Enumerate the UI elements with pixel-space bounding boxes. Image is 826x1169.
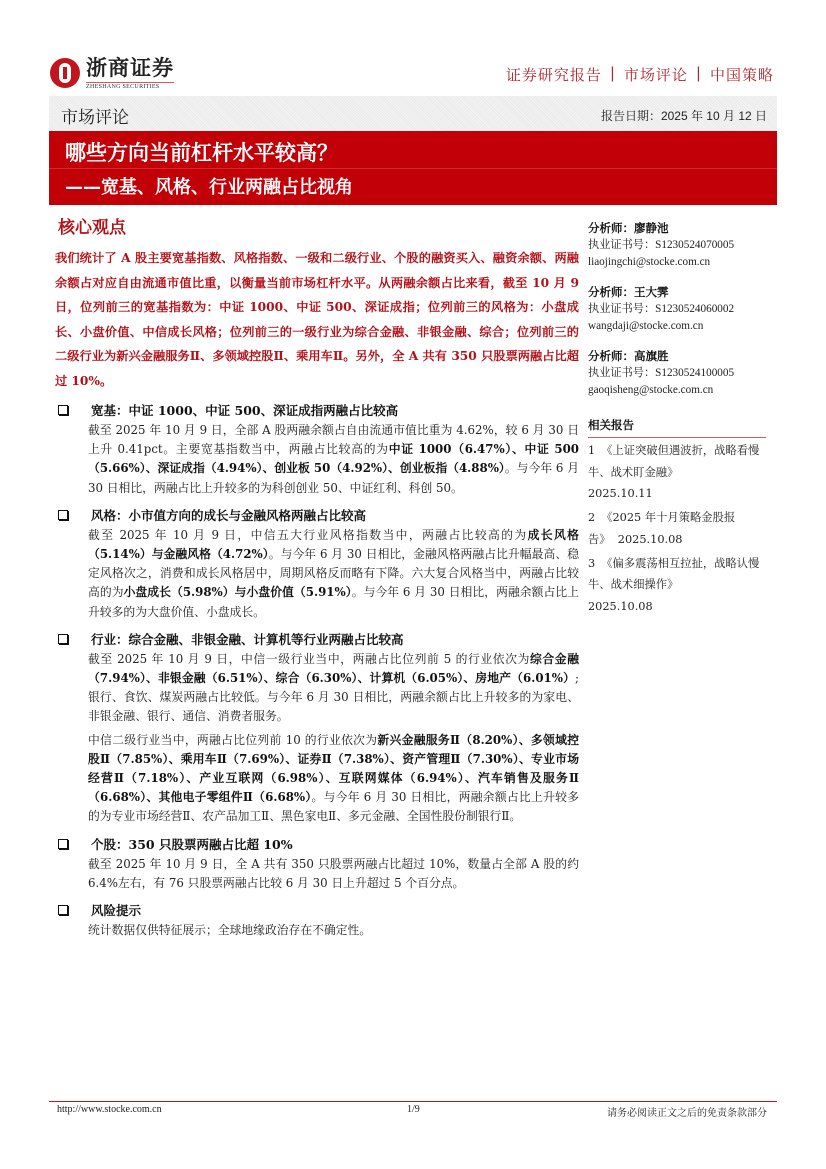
highlighted-text: 新兴金融服务Ⅱ（8.20%）、多领域控股Ⅱ（7.85%）、乘用车Ⅱ（7.69%）、证券Ⅱ（7.38%）、资产管理Ⅱ（7.30%）、专业市场经营Ⅱ（7.18%）、产业互联网（6.98%）、互联网媒体（6.94%）、汽车销售及服务Ⅱ（6.68%）、其他电子零组件Ⅱ（6.68%） [88, 732, 580, 805]
related-report-number: 1 [588, 444, 596, 457]
checkbox-bullet-icon [58, 405, 68, 415]
checkbox-bullet-icon [58, 839, 68, 849]
analyst-email[interactable]: wangdaji@stocke.com.cn [588, 320, 704, 332]
key-point-section [52, 833, 579, 893]
nav-item-market-commentary: 市场评论 [623, 66, 688, 84]
checkbox-bullet-icon [58, 510, 68, 520]
core-views-heading: 核心观点 [58, 218, 126, 238]
analyst-email[interactable]: gaoqisheng@stocke.com.cn [588, 384, 714, 396]
brand-name-en: ZHESHANG SECURITIES [86, 82, 174, 90]
analyst-email[interactable]: liaojingchi@stocke.com.cn [588, 256, 711, 268]
key-point-header [52, 899, 579, 921]
report-subtitle: ——宽基、风格、行业两融占比视角 [65, 177, 353, 198]
key-point-section [52, 399, 579, 498]
body-text: 截至 2025 年 10 月 9 日，全 A 共有 350 只股票两融占比超过 10%，数量占全部 A 股的约 6.4%左右，有 76 只股票两融占比较 6 月 30 日上升超过 5 个百分点。 [88, 856, 579, 890]
key-point-section [52, 899, 579, 940]
footer-divider [49, 1101, 777, 1102]
analyst-cert: 执业证书号：S1230524100005 [588, 367, 735, 379]
brand-logo [50, 56, 174, 90]
key-point-paragraph [88, 731, 579, 827]
title-banner [49, 131, 777, 205]
analyst-cert: 执业证书号：S1230524060002 [588, 303, 735, 315]
body-text: ;银行、食饮、煤炭两融占比较低。与今年 6 月 30 日相比，两融余额占比上升较多的为家电、非银金融、银行、通信、消费者服务。 [88, 671, 579, 724]
key-point-title: 个股：350 只股票两融占比超 10% [91, 836, 293, 852]
related-report-date: 2025.10.08 [617, 532, 683, 546]
body-text: 。与今年 6 月 30 日相比，金融风格两融占比升幅最高、稳定风格次之，消费和成长风格居中，周期风格反而略有下降。六大复合风格当中，两融占比较高的为 [88, 547, 579, 600]
key-points-list [52, 399, 579, 940]
key-point-section [52, 504, 579, 622]
highlighted-text: 综合金融（7.94%）、非银金融（6.51%）、综合（6.30%）、计算机（6.05%）、房地产（6.01%） [88, 651, 579, 686]
brand-name-cn: 浙商证券 [86, 56, 174, 80]
body-text: 截至 2025 年 10 月 9 日，中信一级行业当中，两融占比位列前 5 的行业依次为 [88, 651, 530, 666]
body-text: 截至 2025 年 10 月 9 日，全部 A 股两融余额占自由流通市值比重为 4.62%，较 6 月 30 日上升 0.41pct。主要宽基指数当中，两融占比较高的为 [88, 423, 579, 457]
analyst-card [588, 284, 778, 335]
disclaimer-notice: 请务必阅读正文之后的免责条款部分 [607, 1108, 767, 1119]
key-point-title: 风险提示 [91, 903, 142, 919]
report-category: 市场评论 [61, 108, 129, 128]
highlighted-text: 小盘成长（5.98%）与小盘价值（5.91%） [123, 585, 352, 600]
related-report-item[interactable] [588, 553, 778, 618]
key-point-header [52, 504, 579, 526]
highlighted-text: 成长风格（5.14%）与金融风格（4.72%） [88, 527, 579, 562]
report-date: 报告日期：2025 年 10 月 12 日 [600, 109, 767, 123]
related-reports-heading: 相关报告 [588, 417, 766, 438]
report-header-bar [49, 96, 777, 131]
key-point-title: 行业：综合金融、非银金融、计算机等行业两融占比较高 [91, 631, 404, 647]
analyst-card [588, 348, 778, 399]
key-point-header [52, 628, 579, 650]
key-point-paragraph [88, 650, 579, 727]
related-report-item[interactable] [588, 507, 778, 550]
key-point-title: 风格：小市值方向的成长与金融风格两融占比较高 [91, 507, 367, 523]
brand-logo-icon [50, 58, 80, 88]
related-report-item[interactable] [588, 440, 778, 505]
footer-url-link[interactable]: http://www.stocke.com.cn [57, 1104, 162, 1115]
related-report-date: 2025.10.08 [588, 599, 653, 613]
main-column [52, 212, 579, 940]
nav-item-research-report: 证券研究报告 [505, 66, 602, 84]
sidebar [588, 220, 778, 618]
report-type-nav [506, 64, 774, 85]
key-point-header [52, 833, 579, 855]
analyst-cert: 执业证书号：S1230524070005 [588, 239, 735, 251]
body-text: 截至 2025 年 10 月 9 日，中信五大行业风格指数当中，两融占比较高的为 [88, 527, 528, 542]
highlighted-text: 中证 1000（6.47%）、中证 500（5.66%）、深证成指（4.94%）、创业板 50（4.92%）、创业板指（4.88%） [88, 442, 580, 476]
related-report-title: 《偏多震荡相互拉扯，战略认慢牛、战术细操作》 [588, 556, 760, 592]
nav-separator: | [695, 64, 702, 82]
related-report-title: 《2025 年十月策略金股报告》 [588, 511, 736, 546]
checkbox-bullet-icon [58, 905, 68, 915]
analyst-name: 分析师：王大霁 [588, 285, 669, 299]
nav-separator: | [609, 64, 616, 82]
nav-item-china-strategy: 中国策略 [709, 66, 774, 84]
body-text: 。与今年 6 月 30 日相比，两融余额占比上升较多的为专业市场经营Ⅱ、农产品加工Ⅱ、黑色家电Ⅱ、多元金融、全国性股份制银行Ⅱ。 [88, 790, 579, 824]
key-point-header [52, 399, 579, 421]
related-report-date: 2025.10.11 [588, 487, 653, 501]
report-title: 哪些方向当前杠杆水平较高？ [65, 141, 338, 165]
body-text: 中信二级行业当中，两融占比位列前 10 的行业依次为 [88, 732, 378, 747]
key-point-paragraph [88, 921, 579, 940]
analyst-name: 分析师：高旗胜 [588, 349, 669, 363]
body-text: 。与今年 6 月 30 日相比，两融占比上升较多的为科创创业 50、中证红利、科创 50。 [88, 461, 579, 495]
key-point-title: 宽基：中证 1000、中证 500、深证成指两融占比较高 [91, 403, 399, 418]
key-point-section [52, 628, 579, 827]
body-text: 统计数据仅供特征展示；全球地缘政治存在不确定性。 [88, 923, 372, 938]
banner-divider [49, 168, 777, 169]
related-report-number: 3 [588, 556, 596, 570]
checkbox-bullet-icon [58, 634, 68, 644]
related-report-title: 《上证突破但遇波折，战略看慢牛、战术盯金融》 [588, 444, 760, 479]
body-text: 。与今年 6 月 30 日相比，两融余额占比上升较多的为大盘价值、小盘成长。 [88, 585, 579, 619]
key-point-paragraph [88, 855, 579, 893]
analyst-name: 分析师：廖静池 [588, 221, 669, 235]
analyst-card [588, 220, 778, 271]
page-number: 1/9 [407, 1104, 420, 1115]
core-views-summary: 我们统计了 A 股主要宽基指数、风格指数、一级和二级行业、个股的融资买入、融资余额、两融余额占对应自由流通市值比重，以衡量当前市场杠杆水平。从两融余额占比来看，截至 10 月 9 日，位列前三的宽基指数为：中证 1000、中证 500、深证成指；位列前三的风格为：小盘成长、小盘价值、中信成长风格；位列前三的一级行业为综合金融、非银金融、综合；位列前三的二级行业为新兴金融服务Ⅱ、多领域控股Ⅱ、乘用车Ⅱ。另外，全 A 共有 350 只股票两融占比超过 10%。 [55, 251, 579, 388]
related-report-number: 2 [588, 511, 596, 525]
key-point-paragraph [88, 526, 579, 622]
key-point-paragraph [88, 421, 579, 498]
